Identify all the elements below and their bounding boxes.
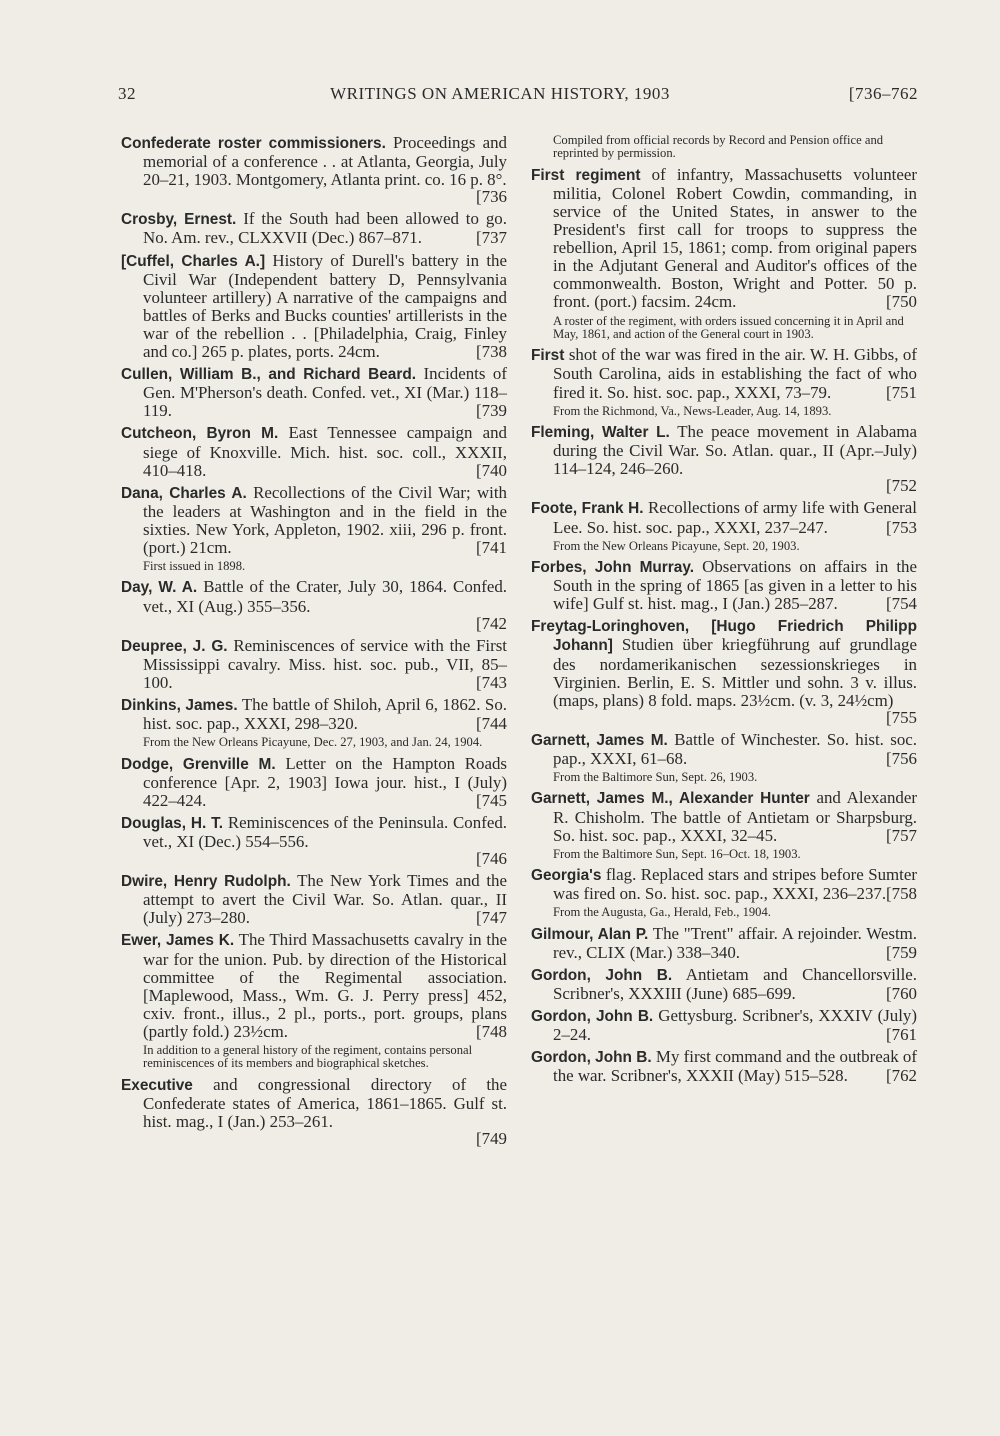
entry-author: Confederate roster commissioners. <box>121 135 386 152</box>
entry-text: The peace movement in Alabama during the Civil War. So. Atlan. quar., II (Apr.–July) 114–124, 246–260. <box>553 422 917 479</box>
entry-text: The battle of Shiloh, April 6, 1862. So. hist. soc. pap., XXXI, 298–320. <box>143 695 507 734</box>
bibliography-entry <box>121 755 507 810</box>
entry-note: From the New Orleans Picayune, Dec. 27, 1903, and Jan. 24, 1904. <box>143 735 483 750</box>
entry-range: [736–762 <box>848 84 918 103</box>
entry-number: [749 <box>476 1129 507 1149</box>
entry-number: [753 <box>886 517 917 537</box>
entry-author: First <box>531 347 565 365</box>
entry-number: [750 <box>886 292 917 312</box>
entry-text: and congressional directory of the Confederate states of America, 1861–1865. Gulf st. hist. mag., I (Jan.) 253–261. <box>143 1074 507 1132</box>
entry-note: From the New Orleans Picayune, Sept. 20, 1903. <box>553 538 800 553</box>
entry-note: From the Augusta, Ga., Herald, Feb., 1904. <box>553 905 771 920</box>
entry-text: and Alexander R. Chisholm. The battle of Antietam or Sharpsburg. So. hist. soc. pap., XXXI, 32–45. <box>553 788 917 845</box>
left-column <box>121 134 507 1152</box>
entry-note: Compiled from official records by Record and Pension office and reprinted by permission. <box>553 133 884 161</box>
entry-author: Cutcheon, Byron M. <box>121 425 279 443</box>
entry-text: Observations on affairs in the South in the spring of 1865 [as given in a letter to his wife] Gulf st. hist. mag., I (Jan.) 285–287. <box>553 557 918 614</box>
bibliography-entry <box>121 484 507 557</box>
entry-number: [736 <box>476 187 507 207</box>
entry-author: Douglas, H. T. <box>121 814 224 832</box>
entry-author: Freytag-Loringhoven, [Hugo Friedrich Philipp Johann] <box>531 618 917 655</box>
bibliography-entry <box>531 731 917 768</box>
entry-text: The "Trent" affair. A rejoinder. Westm. rev., CLIX (Mar.) 338–340. <box>553 923 918 962</box>
entry-author: First regiment <box>531 166 641 184</box>
entry-number: [756 <box>886 748 917 768</box>
entry-text: Reminiscences of service with the First Mississippi cavalry. Miss. hist. soc. pub., VII, 85–100. <box>143 635 507 692</box>
entry-text: Recollections of the Civil War; with the leaders at Washington and in the field in the sixties. New York, Appleton, 1902. xiii, 296 p. front. (port.) 21cm. <box>143 482 507 557</box>
bibliography-entry <box>121 637 507 692</box>
entry-text: Battle of the Crater, July 30, 1864. Confed. vet., XI (Aug.) 355–356. <box>143 577 507 616</box>
entry-number: [752 <box>886 476 917 496</box>
entry-text: shot of the war was fired in the air. W. H. Gibbs, of South Carolina, aids in establishing the fact of who fired it. So. hist. soc. pap., XXXI, 73–79. <box>553 345 917 402</box>
running-title: WRITINGS ON AMERICAN HISTORY, 1903 <box>330 84 670 103</box>
bibliography-entry <box>121 210 507 247</box>
entry-author: Georgia's <box>531 867 602 885</box>
entry-author: Cullen, William B., and Richard Beard. <box>121 366 417 384</box>
entry-number: [761 <box>886 1025 917 1045</box>
entry-number: [759 <box>886 942 917 962</box>
entry-text: flag. Replaced stars and stripes before Sumter was fired on. So. hist. soc. pap., XXXI, 236–237. <box>553 865 917 904</box>
entry-text: Letter on the Hampton Roads conference [Apr. 2, 1903] Iowa jour. hist., I (July) 422–424. <box>143 753 508 810</box>
entry-number: [744 <box>476 714 507 734</box>
right-column <box>531 134 917 1090</box>
entry-author: Dwire, Henry Rudolph. <box>121 873 291 891</box>
entry-text: Incidents of Gen. M'Pherson's death. Confed. vet., XI (Mar.) 118–119. <box>143 364 507 421</box>
entry-text: Proceedings and memorial of a conference . . at Atlanta, Georgia, July 20–21, 1903. Montgomery, Atlanta print. co. 16 p. 8°. <box>143 133 507 190</box>
entry-text: The Third Massachusetts cavalry in the war for the union. Pub. by direction of the Historical committee of the Regimental association. [Maplewood, Mass., Wm. G. J. Perry press] 452, cxiv. front., illus., 2 pl., ports., port. groups, plans (partly fold.) 23½cm. <box>143 930 508 1041</box>
entry-number: [741 <box>476 537 507 557</box>
entry-author: Gordon, John B. <box>531 1008 654 1026</box>
entry-author: Garnett, James M. <box>531 731 668 749</box>
bibliography-entry <box>531 558 917 613</box>
bibliography-entry <box>121 872 507 927</box>
entry-number: [738 <box>476 342 507 362</box>
entry-text: Recollections of army life with General Lee. So. hist. soc. pap., XXXI, 237–247. <box>553 498 917 537</box>
entry-note: From the Baltimore Sun, Sept. 16–Oct. 18, 1903. <box>553 846 801 861</box>
bibliography-entry <box>531 866 917 903</box>
entry-text: My first command and the outbreak of the war. Scribner's, XXXII (May) 515–528. <box>553 1047 917 1086</box>
entry-text: of infantry, Massachusetts volunteer militia, Colonel Robert Cowdin, commanding, in service of the United States, in answer to the President's first call for troops to suppress the rebellion, April 15, 1861; comp. from original papers in the Adjutant General and Auditor's offices of the commonwealth. Boston, Wright and Potter. 50 p. front. (port.) facsim. 24cm. <box>553 164 917 312</box>
entry-text: Antietam and Chancellorsville. Scribner's, XXXIII (June) 685–699. <box>553 964 917 1004</box>
bibliography-entry <box>531 966 917 1003</box>
bibliography-entry <box>531 789 917 844</box>
entry-author: Deupree, J. G. <box>121 637 228 655</box>
entry-author: Garnett, James M., Alexander Hunter <box>531 790 810 808</box>
entry-author: Dodge, Grenville M. <box>121 755 276 773</box>
entry-number: [757 <box>886 825 917 845</box>
bibliography-entry <box>121 424 507 479</box>
entry-number: [751 <box>886 382 917 402</box>
entry-author: Gordon, John B. <box>531 966 673 984</box>
bibliography-entry <box>531 346 917 401</box>
entry-number: [742 <box>476 613 507 633</box>
page-number: 32 <box>118 84 136 103</box>
entry-number: [748 <box>476 1021 507 1041</box>
entry-author: Executive <box>121 1076 193 1094</box>
entry-author: Gordon, John B. <box>531 1049 652 1067</box>
entry-number: [740 <box>476 460 507 480</box>
entry-number: [754 <box>886 594 917 614</box>
bibliography-entry <box>531 617 917 727</box>
entry-number: [745 <box>476 790 507 810</box>
entry-text: Studien über kriegführung auf grundlage des nordamerikanischen sezessionskrieges in Virginien. Berlin, E. S. Mittler und sohn. 3 v. illus. (maps, plans) 8 fold. maps. 23½cm. (v. 3, 24½cm) <box>553 635 917 710</box>
entry-author: Ewer, James K. <box>121 932 235 950</box>
entry-note: From the Richmond, Va., News-Leader, Aug. 14, 1893. <box>553 403 832 418</box>
entry-note: In addition to a general history of the regiment, contains personal reminiscences of its members and biographical sketches. <box>143 1043 473 1071</box>
entry-text: If the South had been allowed to go. No. Am. rev., CLXXVII (Dec.) 867–871. <box>143 209 507 248</box>
entry-text: Gettysburg. Scribner's, XXXIV (July) 2–24. <box>553 1006 917 1045</box>
bibliography-entry <box>531 499 917 536</box>
entry-number: [746 <box>476 849 507 869</box>
entry-text: History of Durell's battery in the Civil War (Independent battery D, Pennsylvania volunteer artillery) A narrative of the campaigns and battles of Berks and Bucks counties' artillerists in the war of the rebellion . . [Philadelphia, Craig, Finley and co.] 265 p. plates, ports. 24cm. <box>143 250 507 362</box>
entry-number: [737 <box>476 228 507 248</box>
entry-number: [755 <box>886 707 917 727</box>
entry-author: Dana, Charles A. <box>121 484 247 502</box>
entry-number: [743 <box>476 672 507 692</box>
bibliography-entry <box>531 166 917 312</box>
bibliography-entry <box>121 365 507 420</box>
entry-author: Gilmour, Alan P. <box>531 925 649 943</box>
entry-author: Fleming, Walter L. <box>531 424 670 442</box>
bibliography-entry <box>531 925 917 962</box>
bibliography-entry <box>121 1076 507 1148</box>
bibliography-entry <box>531 1007 917 1044</box>
entry-note: From the Baltimore Sun, Sept. 26, 1903. <box>553 770 758 785</box>
entry-note: First issued in 1898. <box>143 559 246 574</box>
entry-note: A roster of the regiment, with orders issued concerning it in April and May, 1861, and action of the General court in 1903. <box>553 313 904 341</box>
entry-text: The New York Times and the attempt to avert the Civil War. So. Atlan. quar., II (July) 273–280. <box>143 871 507 928</box>
entry-author: Forbes, John Murray. <box>531 559 695 577</box>
bibliography-entry <box>531 1048 917 1085</box>
entry-text: Reminiscences of the Peninsula. Confed. vet., XI (Dec.) 554–556. <box>143 812 507 851</box>
entry-text: East Tennessee campaign and siege of Knoxville. Mich. hist. soc. coll., XXXII, 410–418. <box>143 423 507 480</box>
bibliography-entry <box>121 578 507 632</box>
entry-number: [747 <box>476 908 507 928</box>
entry-author: [Cuffel, Charles A.] <box>121 252 266 270</box>
bibliography-entry <box>121 696 507 733</box>
entry-number: [758 <box>886 884 917 904</box>
bibliography-entry <box>121 252 507 362</box>
bibliography-entry <box>121 931 507 1041</box>
entry-author: Foote, Frank H. <box>531 500 644 518</box>
entry-text: Battle of Winchester. So. hist. soc. pap., XXXI, 61–68. <box>553 729 917 768</box>
page-header <box>0 84 1000 108</box>
entry-number: [760 <box>886 984 917 1004</box>
entry-author: Day, W. A. <box>121 579 198 597</box>
bibliography-entry <box>121 134 507 206</box>
entry-author: Crosby, Ernest. <box>121 211 237 229</box>
entry-author: Dinkins, James. <box>121 697 238 715</box>
entry-number: [762 <box>886 1066 917 1086</box>
bibliography-entry <box>121 814 507 868</box>
entry-number: [739 <box>476 401 507 421</box>
bibliography-entry <box>531 423 917 495</box>
